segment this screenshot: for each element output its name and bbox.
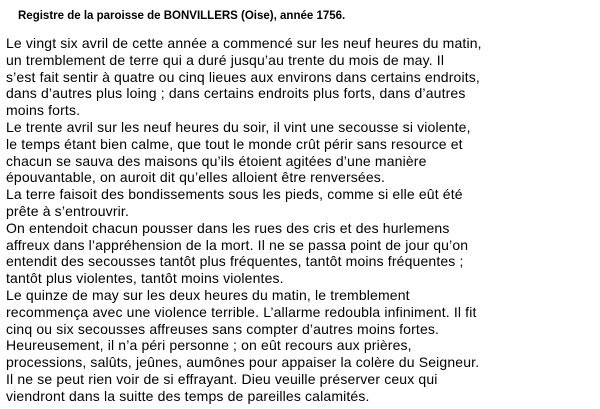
text-line: Le vingt six avril de cette année a commencé sur les neuf heures du matin, xyxy=(6,35,482,51)
text-line: un tremblement de terre qui a duré jusqu’au trente du mois de may. Il xyxy=(6,51,445,68)
text-line: chacun se sauva des maisons qu’ils étoient agitées d’une manière xyxy=(6,152,427,169)
text-line: Le quinze de may sur les deux heures du matin, le tremblement xyxy=(6,286,410,303)
text-line: processions, salûts, jeûnes, aumônes pour appaiser la colère du Seigneur. xyxy=(6,354,480,371)
text-line: dans d’autres plus loing ; dans certains endroits plus forts, dans d’autres xyxy=(6,85,466,102)
text-line: s’est fait sentir à quatre ou cinq lieues aux environs dans certains endroits, xyxy=(6,68,480,85)
text-line: affreux dans l’appréhension de la mort. Il ne se passa point de jour qu’on xyxy=(6,236,469,253)
text-line: épouvantable, on auroit dit qu’elles alloient être renversées. xyxy=(6,169,385,186)
text-line: tantôt plus violentes, tantôt moins violentes. xyxy=(6,270,284,287)
document-title: Registre de la paroisse de BONVILLERS (Oise), année 1756. xyxy=(18,10,346,22)
text-line: Heureusement, il n’a péri personne ; on eût recours aux prières, xyxy=(6,337,412,354)
text-line: moins forts. xyxy=(6,102,81,119)
text-line: recommença avec une violence terrible. L’allarme redoubla infiniment. Il fit xyxy=(6,303,477,320)
text-line: On entendoit chacun pousser dans les rues des cris et des hurlemens xyxy=(6,219,450,236)
text-line: cinq ou six secousses affreuses sans compter d’autres moins fortes. xyxy=(6,320,440,337)
text-line: viendront dans la suitte des temps de pareilles calamités. xyxy=(6,387,370,404)
document-body xyxy=(6,35,598,405)
text-line: entendit des secousses tantôt plus fréquentes, tantôt moins fréquentes ; xyxy=(6,253,464,270)
text-line: Il ne se peut rien voir de si effrayant. Dieu veuille préserver ceux qui xyxy=(6,370,438,387)
text-line: le temps étant bien calme, que tout le monde crût périr sans resource et xyxy=(6,135,463,152)
text-line: Le trente avril sur les neuf heures du soir, il vint une secousse si violente, xyxy=(6,118,471,135)
text-line: prête à s’entrouvrir. xyxy=(6,202,129,219)
text-line: La terre faisoit des bondissements sous les pieds, comme si elle eût été xyxy=(6,186,463,203)
